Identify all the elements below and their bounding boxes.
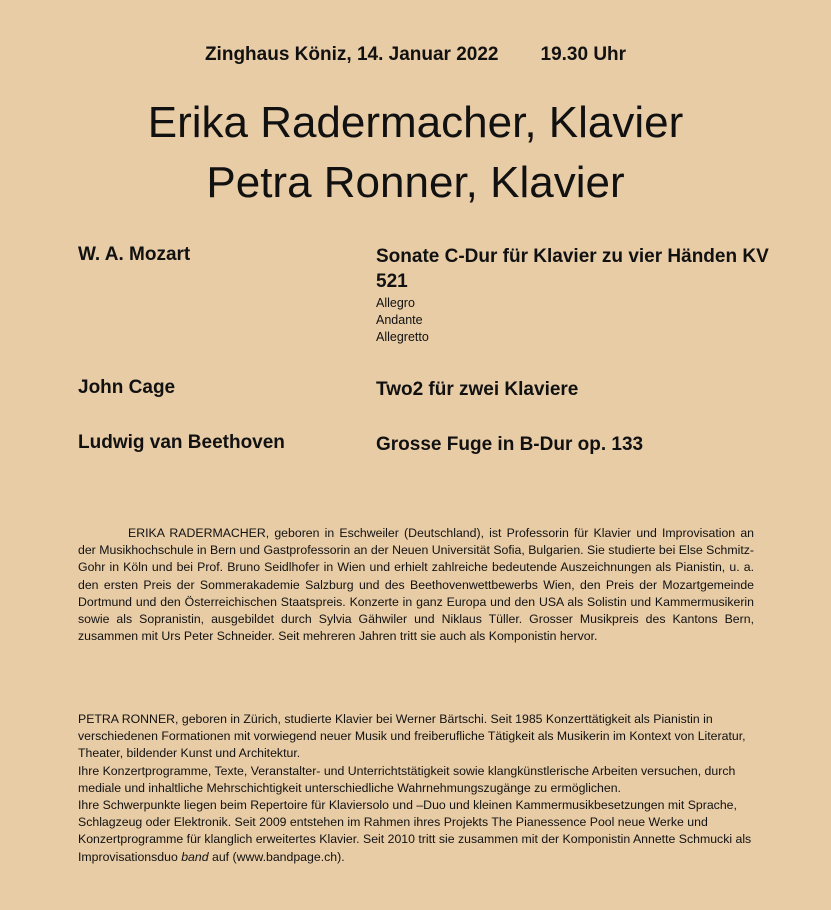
bio-text: auf (www.bandpage.ch).	[208, 849, 345, 864]
bio-text: Ihre Schwerpunkte liegen beim Repertoire für Klaviersolo und –Duo und kleinen Kammermusikbesetzungen mit Sprache, Schlagzeug oder Elektronik. Seit 2009 entstehen im Rahmen ihres Projekts The Pianessence Pool neue Werke und Konzertprogramme für klanglich erweitertes Klavier. Seit 2010 tritt sie zusammen mit der Komponistin Annette Schmucki als Improvisationsduo	[78, 798, 752, 864]
concert-time: 19.30 Uhr	[540, 44, 627, 65]
movement: Andante	[376, 313, 423, 327]
work-title: Two2 für zwei Klaviere	[376, 379, 579, 400]
performer-2: Petra Ronner, Klavier	[206, 158, 625, 207]
work-title: Sonate C-Dur für Klavier zu vier Händen KV 521	[376, 246, 769, 292]
venue-date-line	[0, 44, 831, 66]
bio-paragraph: PETRA RONNER, geboren in Zürich, studierte Klavier bei Werner Bärtschi. Seit 1985 Konzerttätigkeit als Pianistin in verschiedenen Formationen mit vorwiegend neuer Musik und freiberufliche Tätigkeit als Musikerin im Kontext von Literatur, Theater, bildender Kunst und Architektur.	[78, 712, 746, 761]
composer: Ludwig van Beethoven	[78, 432, 285, 453]
movement: Allegro	[376, 296, 415, 310]
movement: Allegretto	[376, 330, 429, 344]
bio-paragraph	[78, 797, 754, 866]
bio-ronner	[78, 711, 754, 866]
performer-1: Erika Radermacher, Klavier	[147, 98, 684, 147]
composer: John Cage	[78, 377, 176, 398]
composer: W. A. Mozart	[78, 244, 191, 265]
bio-paragraph: Ihre Konzertprogramme, Texte, Veranstalter- und Unterrichtstätigkeit sowie klangkünstlerische Arbeiten versuchen, durch mediale und inhaltliche Mehrschichtigkeit unterschiedliche Wahrnehmungszugänge zu ermöglichen.	[78, 763, 736, 795]
bio-radermacher	[78, 525, 754, 645]
work-title: Grosse Fuge in B-Dur op. 133	[376, 434, 644, 455]
bio-paragraph: ERIKA RADERMACHER, geboren in Eschweiler (Deutschland), ist Professorin für Klavier und Improvisation an der Musikhochschule in Bern und Gastprofessorin an der Neuen Universität Sofia, Bulgarien. Sie studierte bei Else Schmitz-Gohr in Köln und bei Prof. Bruno Seidlhofer in Wien und erhielt zahlreiche bedeutende Auszeichnungen als Pianistin, u. a. den ersten Preis der Sommerakademie Salzburg und des Beethovenwettbewerbs Wien, den Preis der Mozartgemeinde Dortmund und den Österreichischen Staatspreis. Konzerte in ganz Europa und den USA als Solistin und Kammermusikerin sowie als Sopranistin, ausgebildet durch Sylvia Gähwiler und Niklaus Tüller. Grosser Musikpreis des Kantons Bern, zusammen mit Urs Peter Schneider. Seit mehreren Jahren tritt sie auch als Komponistin hervor.	[78, 526, 754, 644]
duo-name: band	[181, 849, 209, 864]
movement-list	[376, 295, 429, 346]
venue-date: Zinghaus Köniz, 14. Januar 2022	[204, 44, 499, 65]
